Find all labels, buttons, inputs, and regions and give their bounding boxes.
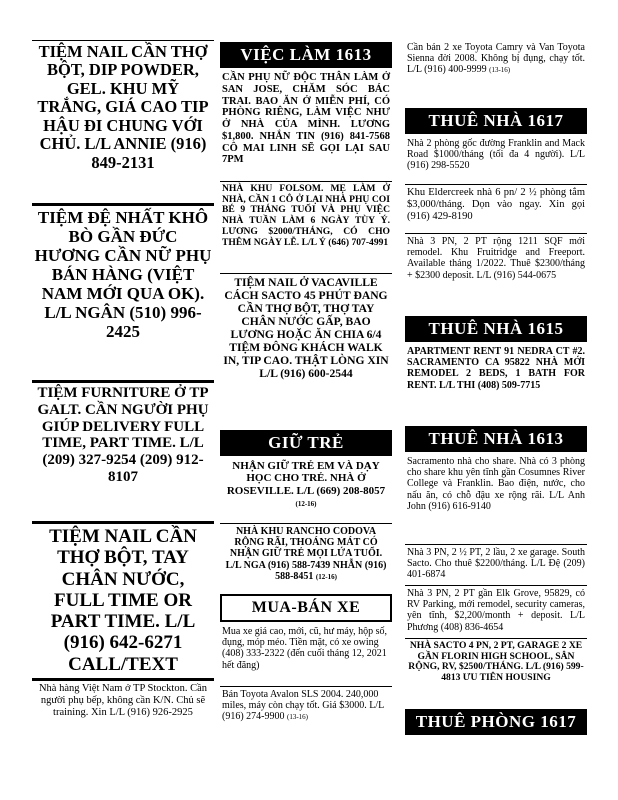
ad-san-jose-caregiver: CẦN PHỤ NỮ ĐỘC THÂN LÀM Ở SAN JOSE, CHĂM SÓC BÁC TRAI. BAO ĂN Ở MIỄN PHÍ, CÓ PHÒNG RIÊNG, LÀM VIỆC NHƯ Ở NHÀ CỦA MÌNH. LƯƠNG $1,800. NHẮN TIN (916) 841-7568 CÔ MAI LINH SẼ GỌI LẠI SAU 7PM [222,72,390,166]
column-3 [405,40,587,737]
ad-buy-cars: Mua xe giá cao, mới, cũ, hư máy, hộp số, đụng, móp méo. Tiền mặt, có xe owing (408) 333-2322 (đến cuối tháng 12, 2021 hết đăng) [222,626,388,671]
ad-fruitridge: Nhà 3 PN, 2 PT rộng 1211 SQF mới remodel. Khu Fruitridge and Freeport. Available tháng 1/2022. Thuê $2300/tháng + $2300 deposit. L/L (916) 544-0675 [405,233,587,310]
ad-kho-bo: TIỆM ĐỆ NHẤT KHÔ BÒ GẦN ĐỨC HƯƠNG CẦN NỮ PHỤ BÁN HÀNG (VIỆT NAM MỚI QUA OK). L/L NGÂN (510) 996-2425 [32,203,214,380]
ad-roseville-text: NHẬN GIỮ TRẺ EM VÀ DẠY HỌC CHO TRẺ. NHÀ Ở ROSEVILLE. L/L (669) 208-8057 [226,460,386,497]
ad-eldercreek: Khu Eldercreek nhà 6 pn/ 2 ½ phòng tắm $3,000/tháng. Dọn vào ngay. Xin gọi (916) 429-8190 [405,184,587,233]
column-1 [32,40,214,720]
ad-folsom-nanny [220,181,392,273]
ad-camry-date: (13-16) [489,66,511,75]
ad-toyota-avalon [220,686,392,725]
header-giu-tre: GIỮ TRẺ [220,430,392,456]
header-thue-phong-1617: THUÊ PHÒNG 1617 [405,709,587,735]
ad-nail-call-text: TIỆM NAIL CẦN THỢ BỘT, TAY CHÂN NƯỚC, FULL TIME OR PART TIME. L/L (916) 642-6271 CALL/TEXT [32,521,214,678]
ad-franklin-mack: Nhà 2 phòng gốc đường Franklin and Mack Road $1000/tháng (tối đa 4 người). L/L (916) 298-5520 [407,138,585,172]
ad-sacramento-share: Sacramento nhà cho share. Nhà có 3 phòng cho share khu yên tĩnh gần Cosumnes River College và Franklin. Bao điện, nước, cho nấu ăn, có chỗ đậu xe rộng rãi. L/L Anh John (916) 616-9140 [407,456,585,512]
ad-furniture-galt: TIỆM FURNITURE Ở TP GALT. CẦN NGƯỜI PHỤ GIÚP DELIVERY FULL TIME, PART TIME. L/L (209) 327-9254 (209) 912-8107 [32,380,214,521]
ad-nail-vacaville: TIỆM NAIL Ở VACAVILLE CÁCH SACTO 45 PHÚT ĐANG CẦN THỢ BỘT, THỢ TAY CHÂN NƯỚC GẤP, BAO LƯƠNG HOẶC ĂN CHIA 6/4 TIỆM ĐÔNG KHÁCH WALK IN, TIP CAO. THẬT LÒNG XIN L/L (916) 600-2544 [220,273,392,428]
ad-florin: NHÀ SACTO 4 PN, 2 PT, GARAGE 2 XE GẦN FLORIN HIGH SCHOOL, SÂN RỘNG, RV, $2500/THÁNG. L/L (916) 599-4813 ƯU TIÊN HOUSING [405,638,587,703]
ad-camry-text: Cần bán 2 xe Toyota Camry và Van Toyota Sienna đời 2008. Không bị đụng, chạy tốt. L/L (916) 400-9999 [407,42,585,76]
ad-rancho-date: (12-16) [315,572,337,581]
ad-nedra-ct: APARTMENT RENT 91 NEDRA CT #2. SACRAMENTO CA 95822 NHÀ MỚI REMODEL 2 BEDS, 1 BATH FOR RENT. L/L THI (408) 509-7715 [407,346,585,391]
header-viec-lam: VIỆC LÀM 1613 [220,42,392,68]
header-thue-nha-1615: THUÊ NHÀ 1615 [405,316,587,342]
ad-elk-grove: Nhà 3 PN, 2 PT gần Elk Grove, 95829, có RV Parking, mới remodel, security cameras, yên tĩnh, $2,200/month + deposit. L/L Phương (408) 836-4654 [405,585,587,638]
header-mua-ban-xe: MUA-BÁN XE [220,594,392,622]
ad-childcare-rancho [220,523,392,592]
header-thue-nha-1613: THUÊ NHÀ 1613 [405,426,587,452]
ad-south-sacto: Nhà 3 PN, 2 ½ PT, 2 lầu, 2 xe garage. South Sacto. Cho thuê $2200/tháng. L/L Đệ (209) 401-6874 [405,544,587,585]
ad-folsom-phone: (646) 707-4991 [328,236,389,248]
ad-childcare-roseville [220,458,392,523]
header-thue-nha-1617: THUÊ NHÀ 1617 [405,108,587,134]
ad-roseville-date: (12-16) [295,499,317,508]
ad-toyota-camry [405,40,587,94]
ad-avalon-text: Bán Toyota Avalon SLS 2004. 240,000 miles, máy còn chạy tốt. Giá $3000. L/L (916) 274-9900 [222,689,384,723]
ad-folsom-text: NHÀ KHU FOLSOM. MẸ LÀM Ở NHÀ, CẦN 1 CÔ Ở LẠI NHÀ PHỤ COI BÉ 9 THÁNG TUỔI VÀ PHỤ VIỆC NHÀ TUẦN LÀM 6 NGÀY TÙY Ý. LƯƠNG $2000/THÁNG, CÓ CHO THÊM NGÀY LỄ. L/L Ý [222,183,390,248]
ad-rancho-text: NHÀ KHU RANCHO CODOVA RỘNG RÃI, THOÁNG MÁT CÓ NHẬN GIỮ TRẺ MỌI LỨA TUỔI. L/L NGA (916) 588-7439 NHẪN (916) 588-8451 [225,526,387,582]
ad-avalon-date: (13-16) [287,713,308,722]
ad-nail-annie: TIỆM NAIL CẦN THỢ BỘT, DIP POWDER, GEL. KHU MỸ TRẮNG, GIÁ CAO TIP HẬU ĐI CHUNG VỚI CHỦ. L/L ANNIE (916) 849-2131 [32,40,214,203]
ad-restaurant-stockton: Nhà hàng Việt Nam ở TP Stockton. Cần người phụ bếp, không cần K/N. Chủ sẽ training. Xin L/L (916) 926-2925 [32,678,214,720]
column-2 [220,40,392,725]
